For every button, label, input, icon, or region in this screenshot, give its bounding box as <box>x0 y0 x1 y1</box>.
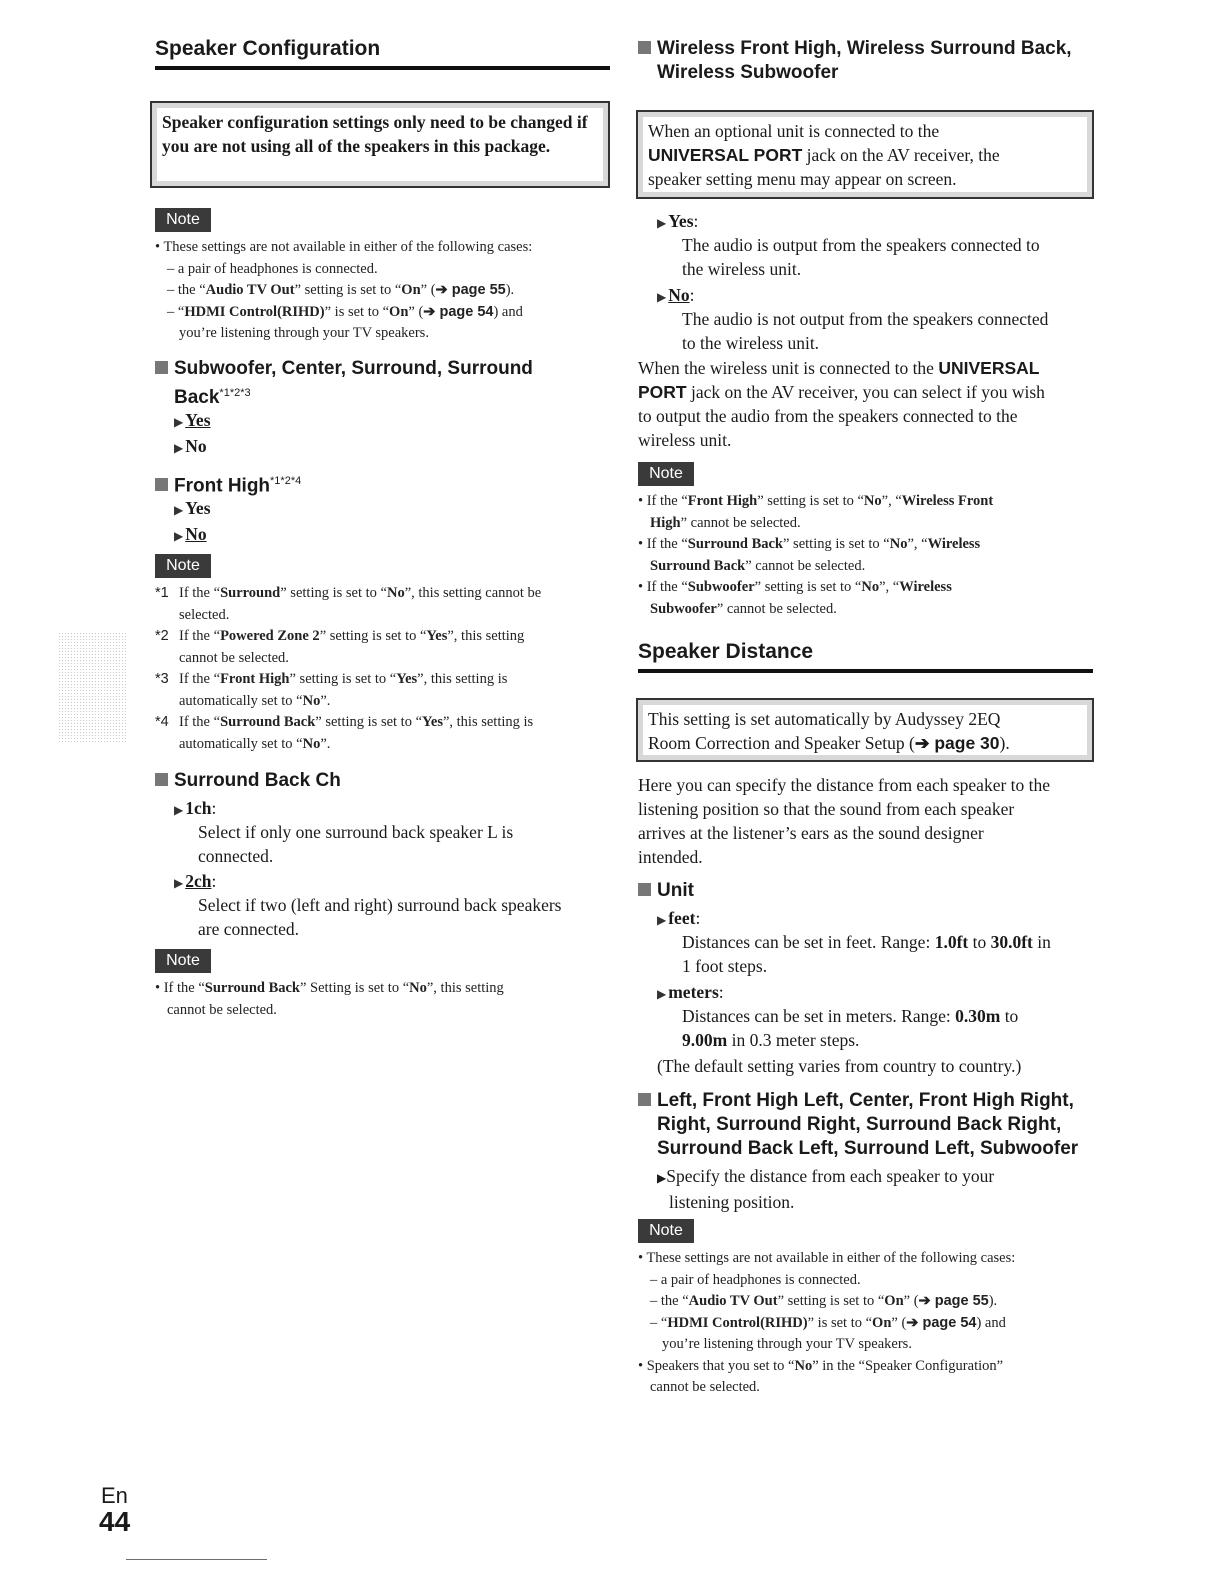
option-description: Distances can be set in feet. Range: 1.0ft to 30.0ft in 1 foot steps. <box>682 932 1051 976</box>
distance-info-box: This setting is set automatically by Audyssey 2EQ Room Correction and Speaker Setup (➔ page 30). <box>636 698 1094 762</box>
note-item: – the “Audio TV Out” setting is set to “On” (➔ page 55). <box>650 1293 998 1309</box>
wireless-paragraph: When the wireless unit is connected to the UNIVERSAL PORT jack on the AV receiver, you can select if you wish to output the audio from the speakers connected to the wireless unit. <box>638 358 1045 450</box>
intro-box-text: Speaker configuration settings only need to be changed if you are not using all of the speakers in this package. <box>162 112 588 156</box>
page-link[interactable]: ➔ page 30 <box>914 733 1000 753</box>
note-block-wireless <box>638 491 1098 620</box>
triangle-bullet-icon: ▶ <box>174 415 184 429</box>
footnote: *3 If the “Front High” setting is set to “Yes”, this setting is <box>155 671 508 687</box>
page-title-speaker-configuration: Speaker Configuration <box>155 37 381 60</box>
note-bullet-cont: cannot be selected. <box>650 1379 760 1395</box>
note-bullet: • These settings are not available in either of the following cases: <box>155 239 533 255</box>
option-description: Distances can be set in meters. Range: 0.30m to 9.00m in 0.3 meter steps. <box>682 1006 1019 1050</box>
page-link[interactable]: ➔ page 54 <box>906 1314 977 1331</box>
section-title-speaker-distance: Speaker Distance <box>638 640 814 663</box>
wireless-info-box: When an optional unit is connected to the UNIVERSAL PORT jack on the AV receiver, the speaker setting menu may appear on screen. <box>636 110 1094 199</box>
note-badge: Note <box>638 1219 694 1243</box>
square-bullet-icon <box>155 361 168 374</box>
option-feet: ▶ feet: <box>657 908 701 928</box>
square-bullet-icon <box>638 41 651 54</box>
square-bullet-icon <box>638 1093 651 1106</box>
note-bullet-cont: High” cannot be selected. <box>650 514 801 531</box>
option-description: Select if only one surround back speaker L is connected. <box>198 822 514 866</box>
note-badge: Note <box>155 554 211 578</box>
note-bullet: • If the “Front High” setting is set to “No”, “Wireless Front <box>638 493 994 509</box>
note-item-cont: you’re listening through your TV speakers. <box>662 1336 912 1352</box>
option-1ch: ▶ 1ch: <box>174 798 217 818</box>
section-heading-unit: Unit <box>638 879 694 903</box>
footnote-cont: cannot be selected. <box>179 649 289 666</box>
option-no: ▶ No <box>174 436 207 456</box>
note-bullet: • These settings are not available in either of the following cases: <box>638 1250 1016 1266</box>
default-note: (The default setting varies from country to country.) <box>657 1056 1022 1076</box>
footnote: *4 If the “Surround Back” setting is set to “Yes”, this setting is <box>155 714 534 730</box>
square-bullet-icon <box>638 883 651 896</box>
section-heading-surround-back-ch: Surround Back Ch <box>155 769 341 793</box>
option-no: ▶ No: <box>657 285 695 305</box>
note-badge: Note <box>155 949 211 973</box>
square-bullet-icon <box>155 478 168 491</box>
footnote: *1 If the “Surround” setting is set to “No”, this setting cannot be <box>155 585 542 601</box>
section-heading-wireless: Wireless Front High, Wireless Surround Back, Wireless Subwoofer <box>638 37 1108 85</box>
option-no: ▶ No <box>174 524 207 544</box>
note-bullet-cont: Subwoofer” cannot be selected. <box>650 600 837 617</box>
footnote: *2 If the “Powered Zone 2” setting is set to “Yes”, this setting <box>155 628 525 644</box>
option-yes: ▶ Yes <box>174 410 211 430</box>
scan-artifact <box>58 632 126 744</box>
note-item: – “HDMI Control(RIHD)” is set to “On” (➔ page 54) and <box>167 303 523 320</box>
footnote-cont: automatically set to “No”. <box>179 735 331 752</box>
triangle-bullet-icon: ▶ <box>174 803 184 817</box>
note-bullet: • If the “Surround Back” Setting is set to “No”, this setting <box>155 980 504 996</box>
note-item-cont: you’re listening through your TV speakers. <box>179 325 429 341</box>
page-link[interactable]: ➔ page 54 <box>423 303 494 320</box>
triangle-bullet-icon: ▶ <box>657 913 667 927</box>
intro-box <box>150 101 610 188</box>
note-item: – a pair of headphones is connected. <box>650 1271 861 1288</box>
language-label: En <box>101 1483 128 1508</box>
option-description: The audio is output from the speakers connected to the wireless unit. <box>682 235 1040 279</box>
section-heading-subwoofer-center-surround: Subwoofer, Center, Surround, Surround Back$^{*1*2*3}$ <box>155 357 610 410</box>
note-bullet-cont: cannot be selected. <box>167 1001 277 1018</box>
note-block-distance <box>638 1248 1098 1399</box>
triangle-bullet-icon: ▶ <box>657 987 667 1001</box>
footnote-cont: automatically set to “No”. <box>179 692 331 709</box>
note-bullet-cont: Surround Back” cannot be selected. <box>650 557 866 574</box>
page-link[interactable]: ➔ page 55 <box>918 1293 989 1309</box>
note-item: – “HDMI Control(RIHD)” is set to “On” (➔ page 54) and <box>650 1314 1006 1331</box>
triangle-bullet-icon: ▶ <box>174 503 184 517</box>
triangle-bullet-icon: ▶ <box>174 441 184 455</box>
footnote-cont: selected. <box>179 606 230 623</box>
title-rule <box>155 66 610 70</box>
note-item: – a pair of headphones is connected. <box>167 260 378 277</box>
note-bullet: • If the “Surround Back” setting is set to “No”, “Wireless <box>638 536 981 552</box>
triangle-bullet-icon: ▶ <box>657 290 667 304</box>
page-number: 44 <box>99 1506 131 1537</box>
note-block-3 <box>155 978 615 1021</box>
footnotes <box>155 583 611 755</box>
triangle-bullet-icon: ▶ <box>657 1171 667 1185</box>
triangle-bullet-icon: ▶ <box>657 216 667 230</box>
note-item: – the “Audio TV Out” setting is set to “On” (➔ page 55). <box>167 282 515 298</box>
note-bullet: • If the “Subwoofer” setting is set to “No”, “Wireless <box>638 579 952 595</box>
triangle-bullet-icon: ▶ <box>174 529 184 543</box>
note-block-1 <box>155 237 615 345</box>
option-description: Select if two (left and right) surround back speakers are connected. <box>198 895 562 939</box>
page-link[interactable]: ➔ page 55 <box>435 282 506 298</box>
note-bullet: • Speakers that you set to “No” in the “Speaker Configuration” <box>638 1357 1004 1374</box>
square-bullet-icon <box>155 773 168 786</box>
option-description: The audio is not output from the speakers connected to the wireless unit. <box>682 309 1049 353</box>
title-rule <box>638 669 1093 673</box>
option-2ch: ▶ 2ch: <box>174 871 217 891</box>
triangle-bullet-icon: ▶ <box>174 876 184 890</box>
section-heading-front-high: Front High$^{*1*2*4}$ <box>155 469 301 498</box>
footer-rule <box>126 1559 267 1560</box>
note-badge: Note <box>638 462 694 486</box>
option-yes: ▶ Yes: <box>657 211 699 231</box>
speaker-list-description: ▶Specify the distance from each speaker to your listening position. <box>657 1166 995 1212</box>
section-heading-speaker-list: Left, Front High Left, Center, Front High Right, Right, Surround Right, Surround Back Right, Surround Back Left, Surround Left, Subwoofer <box>638 1089 1108 1161</box>
distance-paragraph: Here you can specify the distance from each speaker to the listening position so that the sound from each speaker arrives at the listener’s ears as the sound designer intended. <box>638 775 1051 867</box>
option-meters: ▶ meters: <box>657 982 724 1002</box>
option-yes: ▶ Yes <box>174 498 211 518</box>
note-badge: Note <box>155 208 211 232</box>
